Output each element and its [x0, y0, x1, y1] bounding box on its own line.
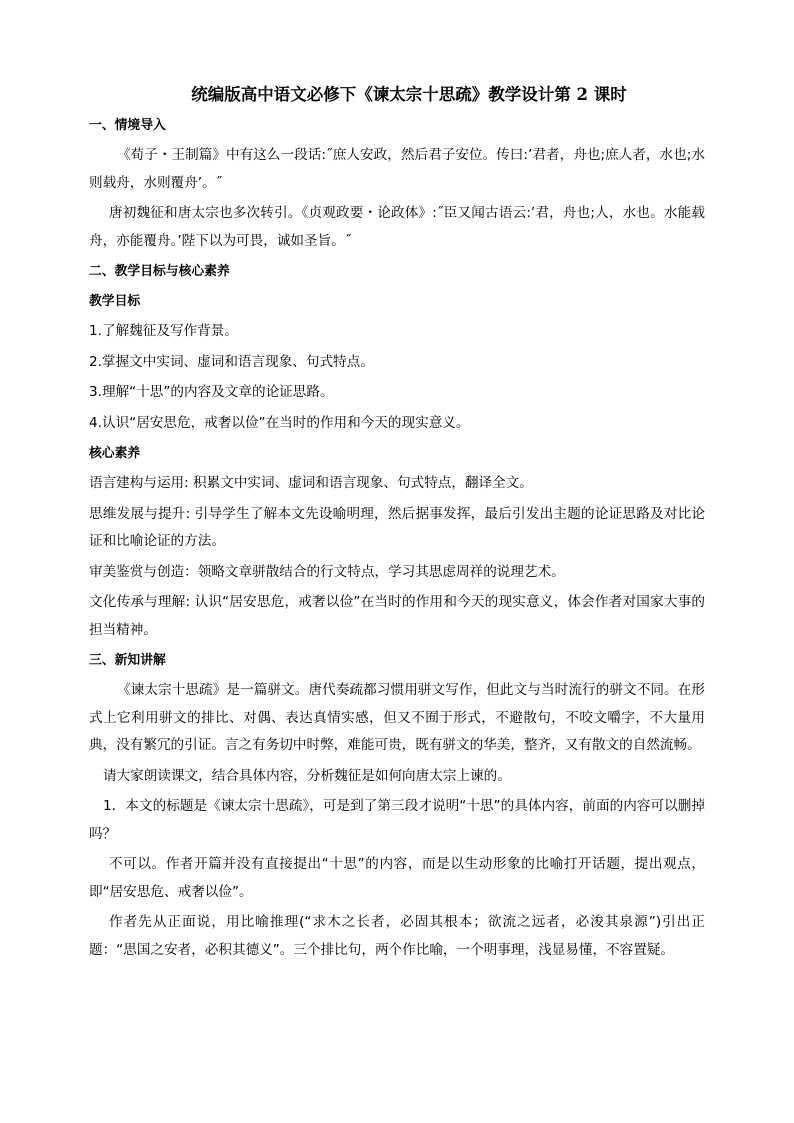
answer-1-paragraph-1: 不可以。作者开篇并没有直接提出“十思”的内容，而是以生动形象的比喻打开话题，提出观点，即“居安思危、戒奢以俭”。 [89, 856, 705, 900]
lecture-paragraph-2: 请大家朗读课文，结合具体内容，分析魏征是如何向唐太宗上谏的。 [103, 767, 511, 784]
section-heading-intro: 一、情境导入 [89, 118, 166, 133]
core-item-aesthetic: 审美鉴赏与创造：领略文章骈散结合的行文特点，学习其思虑周祥的说理艺术。 [89, 563, 565, 580]
core-item-thinking: 思维发展与提升: 引导学生了解本文先设喻明理，然后据事发挥，最后引发出主题的论证思路及对比论证和比喻论证的方法。 [89, 505, 705, 549]
section-heading-lecture: 三、新知讲解 [89, 653, 166, 668]
goal-item-2: 2.掌握文中实词、虚词和语言现象、句式特点。 [89, 353, 374, 370]
answer-1-paragraph-2: 作者先从正面说，用比喻推理(“求木之长者，必固其根本；欲流之远者，必浚其泉源”)引出正题：“思国之安者，必积其德义”。三个排比句，两个作比喻，一个明事理，浅显易懂，不容置疑。 [89, 914, 705, 958]
intro-paragraph-2: 唐初魏征和唐太宗也多次转引。《贞观政要・论政体》:˝臣又闻古语云:’君，舟也;人，水也。水能载舟，亦能覆舟。’陛下以为可畏，诚如圣旨。˝ [89, 205, 705, 249]
intro-paragraph-1: 《荀子・王制篇》中有这么一段话:˝庶人安政，然后君子安位。传曰:’君者，舟也;庶人者，水也;水则载舟，水则覆舟’。˝ [89, 147, 705, 191]
subheading-teaching-goals: 教学目标 [89, 294, 141, 309]
document-page [89, 80, 705, 964]
section-heading-goals: 二、教学目标与核心素养 [89, 264, 230, 279]
goal-item-3: 3.理解“十思”的内容及文章的论证思路。 [89, 384, 334, 400]
goal-item-1: 1.了解魏征及写作背景。 [89, 323, 238, 339]
document-title: 统编版高中语文必修下《谏太宗十思疏》教学设计第 2 课时 [191, 85, 627, 104]
goal-item-4: 4.认识“居安思危，戒奢以俭”在当时的作用和今天的现实意义。 [89, 414, 470, 431]
question-1: 1．本文的标题是《谏太宗十思疏》，可是到了第三段才说明“十思”的具体内容，前面的内容可以删掉吗？ [89, 798, 705, 842]
lecture-paragraph-1: 《谏太宗十思疏》是一篇骈文。唐代奏疏都习惯用骈文写作，但此文与当时流行的骈文不同。在形式上它利用骈文的排比、对偶、表达真情实感，但又不囿于形式，不避散句，不咬文嚼字，不大量用典，没有繁冗的引证。言之有务切中时弊，难能可贵，既有骈文的华美，整齐，又有散文的自然流畅。 [89, 682, 705, 753]
core-item-language: 语言建构与运用: 积累文中实词、虚词和语言现象、句式特点，翻译全文。 [89, 475, 533, 491]
subheading-core-literacy: 核心素养 [89, 446, 141, 461]
core-item-culture: 文化传承与理解: 认识“居安思危，戒奢以俭”在当时的作用和今天的现实意义，体会作者对国家大事的担当精神。 [89, 594, 705, 638]
